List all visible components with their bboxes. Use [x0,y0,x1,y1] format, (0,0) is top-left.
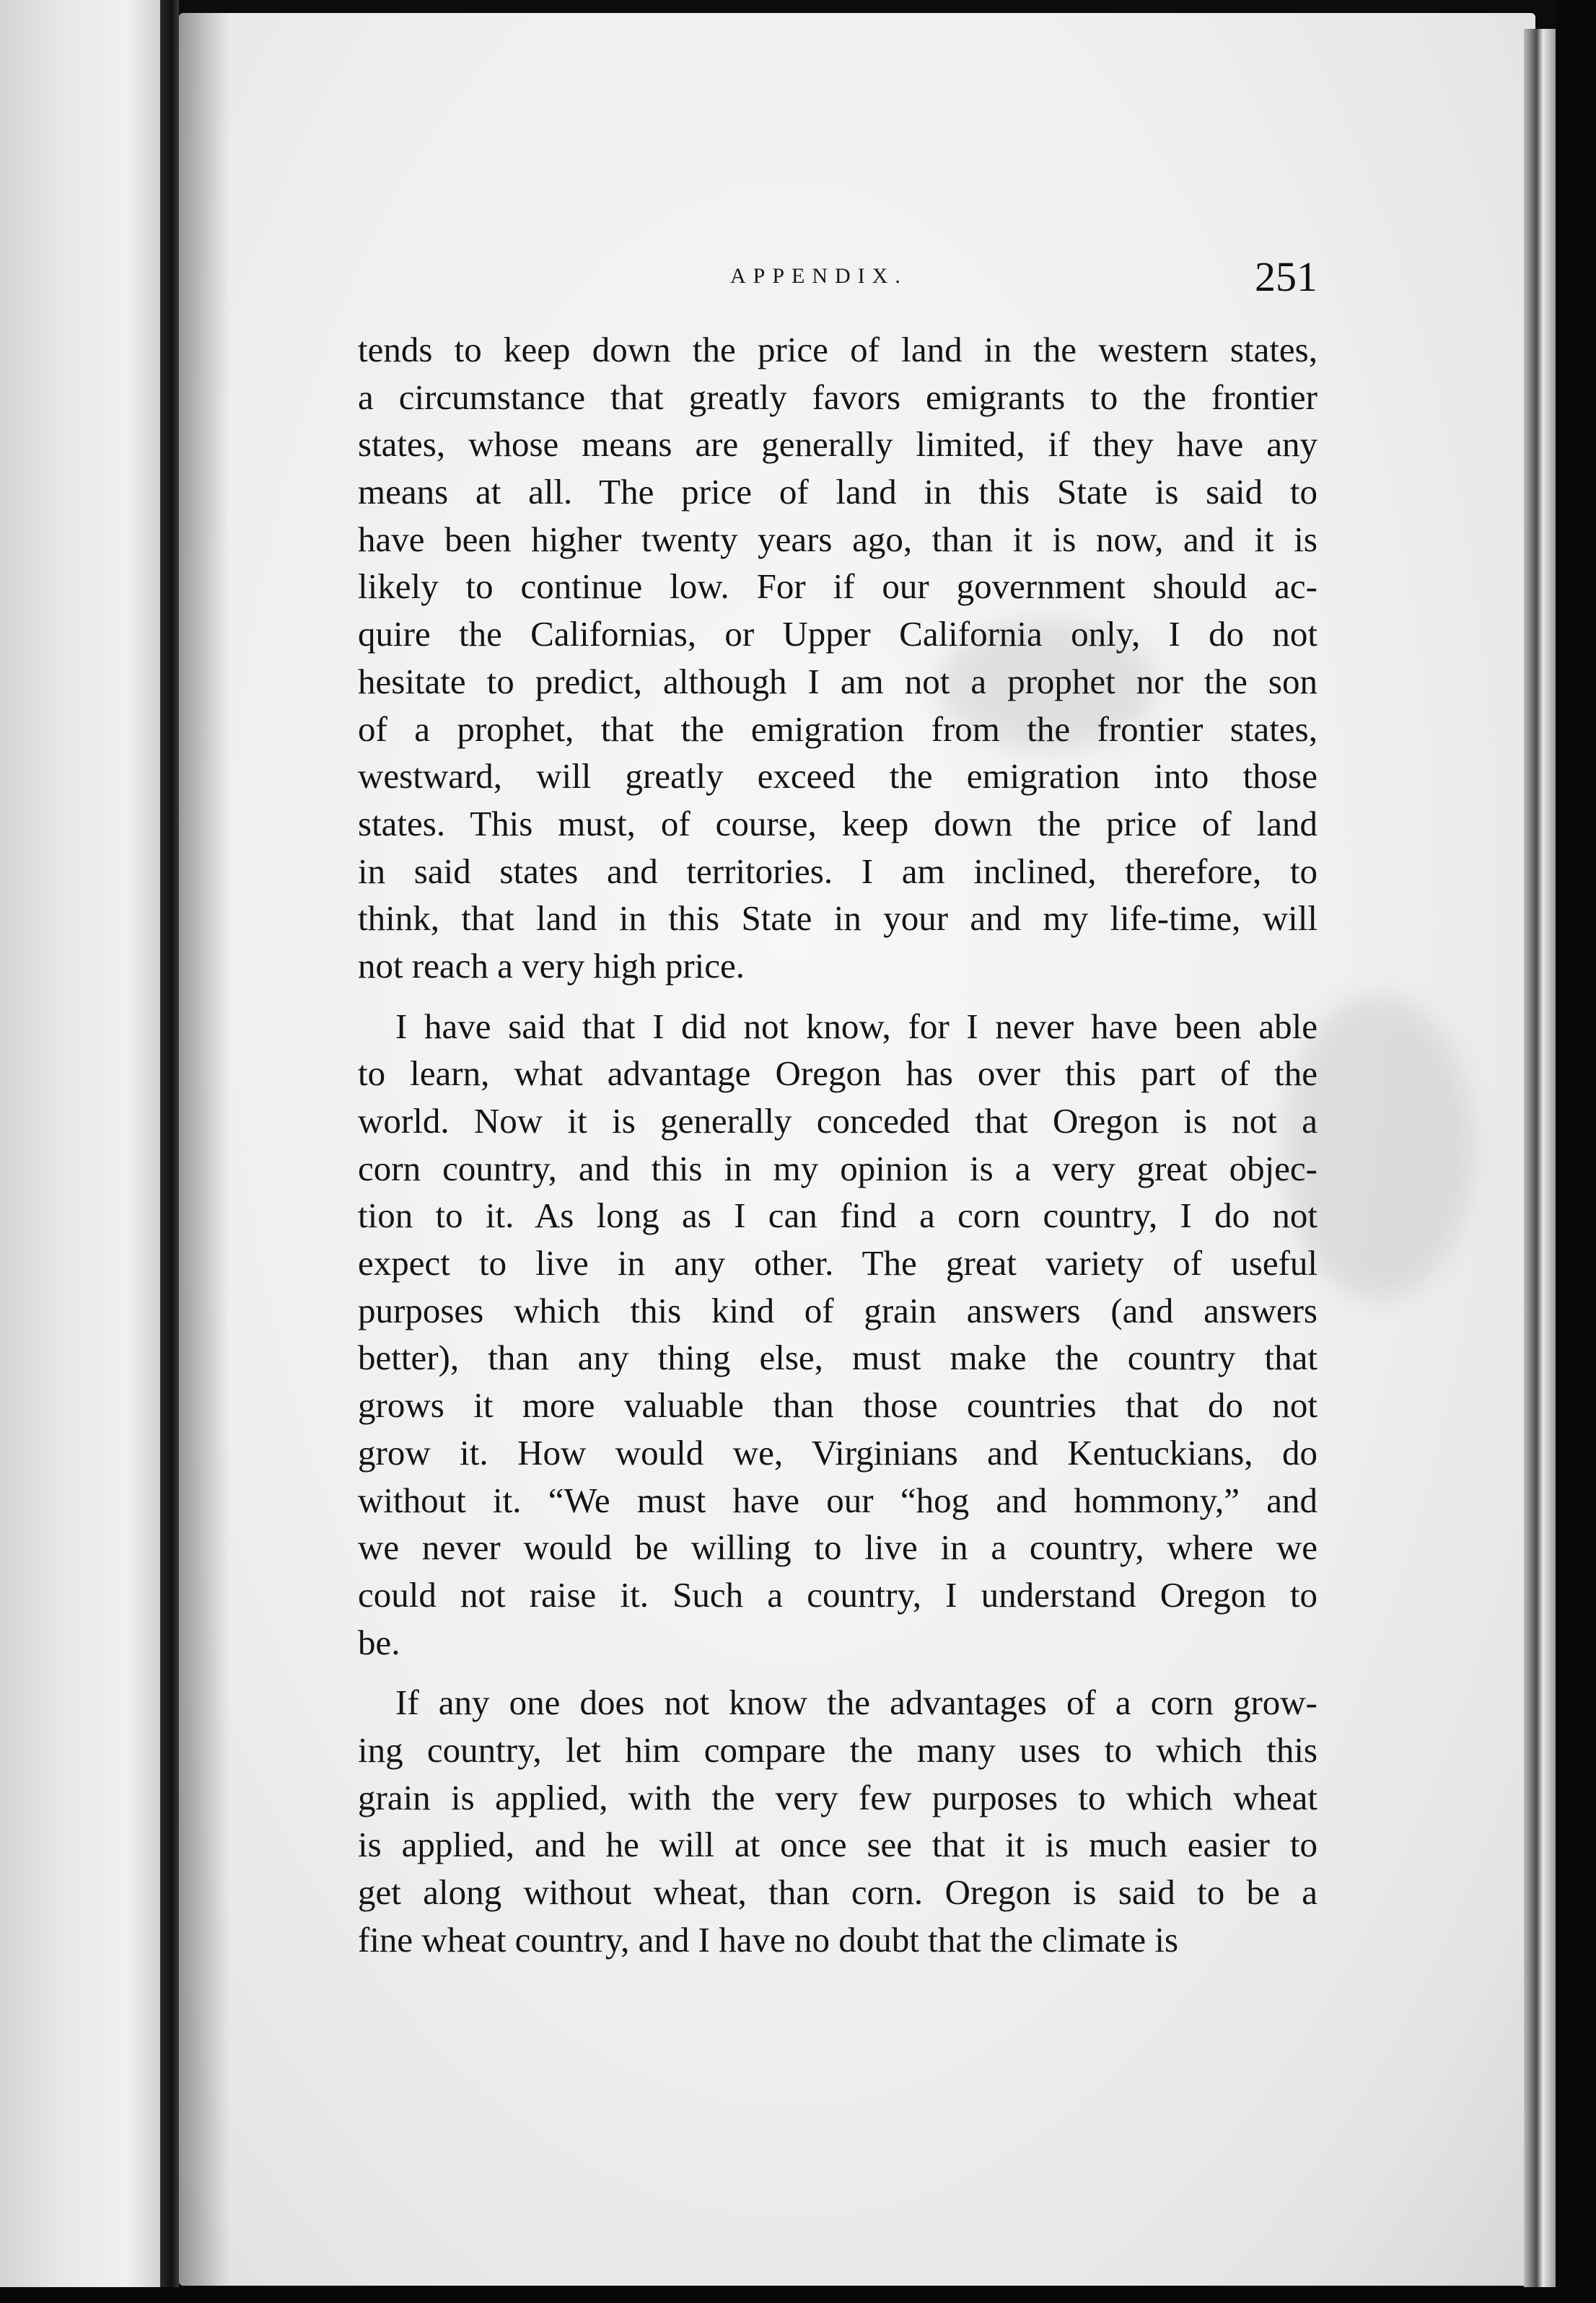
text-line: have been higher twenty years ago, than it is now, and it is [358,519,1317,559]
paragraph [358,1003,1317,1667]
page-header [358,253,1317,310]
running-head: APPENDIX. [730,264,908,288]
text-line: purposes which this kind of grain answers (and answers [358,1290,1317,1330]
text-line: I have said that I did not know, for I never have been able [395,1006,1317,1046]
text-line: westward, will greatly exceed the emigration into those [358,756,1317,797]
text-line: a circumstance that greatly favors emigrants to the frontier [358,377,1317,417]
text-line: tends to keep down the price of land in the western states, [358,330,1317,369]
text-line: corn country, and this in my opinion is a very great objec- [358,1148,1317,1188]
text-line: states. This must, of course, keep down the price of land [358,803,1317,843]
text-line: think, that land in this State in your and my life-time, will [358,898,1317,939]
scan-border [0,2287,1596,2303]
binding-shadow [179,13,229,2286]
text-line: expect to live in any other. The great variety of useful [358,1243,1317,1284]
previous-page-edge [0,0,160,2303]
scan-border [1556,0,1596,2303]
text-line: not reach a very high price. [358,945,745,986]
paragraph-gap [358,990,1317,1003]
text-line: quire the Californias, or Upper California only, I do not [358,614,1317,654]
text-line: better), than any thing else, must make the country that [358,1338,1317,1378]
text-line: ing country, let him compare the many uses to which this [358,1729,1317,1770]
text-line: in said states and territories. I am inclined, therefore, to [358,851,1317,891]
text-line: world. Now it is generally conceded that Oregon is not a [358,1101,1317,1141]
page-number: 251 [1255,253,1317,300]
text-line: likely to continue low. For if our government should ac- [358,566,1317,607]
paragraph [358,326,1317,990]
paragraph [358,1679,1317,1963]
text-line: we never would be willing to live in a country, where we [358,1527,1317,1568]
text-line: grain is applied, with the very few purposes to which wheat [358,1777,1317,1817]
text-line: If any one does not know the advantages of a corn grow- [395,1683,1317,1723]
book-gutter [160,0,179,2303]
text-line: is applied, and he will at once see that it is much easier to [358,1825,1317,1865]
text-line: fine wheat country, and I have no doubt that the climate is [358,1919,1179,1960]
paragraph-gap [358,1666,1317,1679]
text-line: states, whose means are generally limited, if they have any [358,424,1317,465]
text-line: get along without wheat, than corn. Oregon is said to be a [358,1872,1317,1912]
page-fore-edge [1524,29,1556,2287]
text-line: could not raise it. Such a country, I understand Oregon to [358,1574,1317,1615]
text-line: without it. “We must have our “hog and hommony,” and [358,1480,1317,1520]
text-line: grow it. How would we, Virginians and Kentuckians, do [358,1432,1317,1473]
text-line: hesitate to predict, although I am not a prophet nor the son [358,661,1317,701]
page-body [358,326,1317,1963]
text-line: grows it more valuable than those countries that do not [358,1385,1317,1426]
text-line: tion to it. As long as I can find a corn country, I do not [358,1196,1317,1236]
text-line: be. [358,1622,400,1662]
text-line: of a prophet, that the emigration from the frontier states, [358,709,1317,749]
text-line: to learn, what advantage Oregon has over this part of the [358,1053,1317,1094]
text-line: means at all. The price of land in this State is said to [358,472,1317,512]
